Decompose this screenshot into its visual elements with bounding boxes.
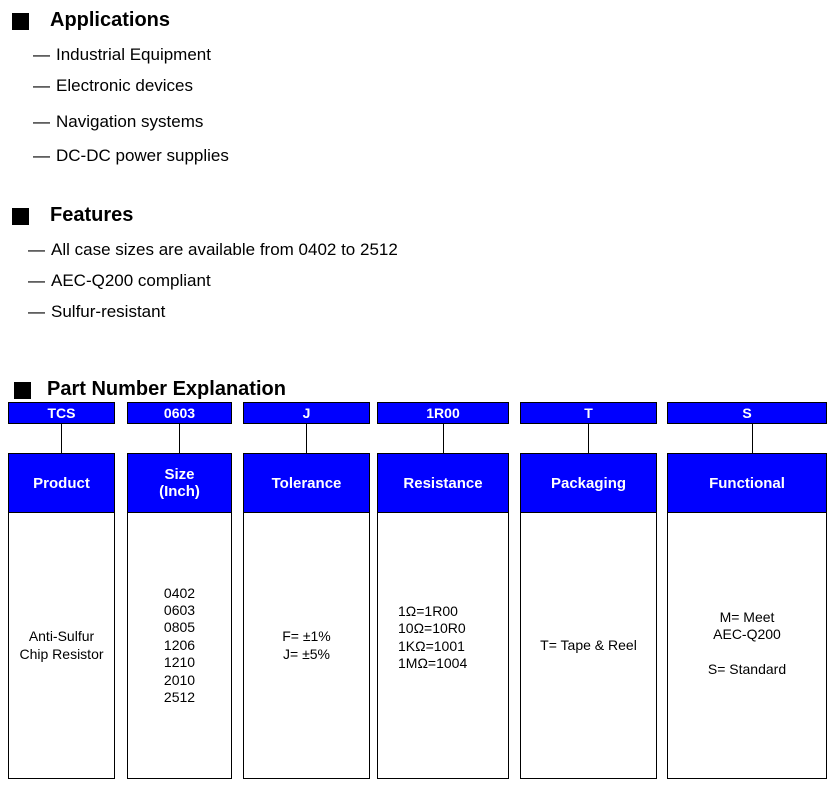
application-item (33, 45, 211, 65)
column-header (521, 454, 656, 513)
application-item-label: Electronic devices (56, 76, 194, 95)
code-box-size: 0603 (127, 402, 232, 424)
dash: — (33, 76, 50, 95)
column-product (8, 453, 115, 779)
feature-item-label: AEC-Q200 compliant (51, 271, 211, 290)
part-number-bullet-icon (14, 382, 31, 399)
column-value: 2512 (163, 689, 196, 706)
column-body (668, 513, 826, 778)
column-header (378, 454, 508, 513)
column-tolerance (243, 453, 370, 779)
dash: — (28, 240, 45, 259)
connector-line (752, 424, 753, 454)
column-value: 1Ω=1R00 (398, 602, 458, 619)
column-resistance (377, 453, 509, 779)
column-title: Packaging (550, 474, 627, 492)
column-value: 10Ω=10R0 (398, 620, 466, 637)
feature-item-label: All case sizes are available from 0402 to 2512 (51, 240, 398, 259)
column-body (521, 513, 656, 778)
part-number-heading: Part Number Explanation (47, 378, 286, 400)
column-title: (Inch) (159, 483, 200, 500)
column-value: S= Standard (707, 660, 787, 677)
application-item (33, 146, 229, 166)
dash: — (33, 45, 50, 64)
code-box-functional: S (667, 402, 827, 424)
applications-heading: Applications (50, 9, 171, 31)
column-value: 1MΩ=1004 (398, 654, 468, 671)
column-value: F= ±1% (282, 628, 331, 645)
column-body (244, 513, 369, 778)
column-title: Product (33, 474, 90, 492)
application-item-label: Navigation systems (56, 112, 204, 131)
application-item (33, 76, 193, 96)
column-value: AEC-Q200 (713, 626, 781, 643)
column-body (128, 513, 231, 778)
column-functional (667, 453, 827, 779)
column-body (9, 513, 114, 778)
feature-item-label: Sulfur-resistant (51, 302, 166, 321)
column-header (244, 454, 369, 513)
dash: — (28, 271, 45, 290)
applications-bullet-icon (12, 13, 29, 30)
feature-item (28, 271, 211, 291)
features-heading: Features (50, 204, 134, 226)
column-header (9, 454, 114, 513)
column-value: 1206 (163, 636, 196, 653)
feature-item (28, 240, 398, 260)
column-value: J= ±5% (283, 645, 330, 662)
dash: — (28, 302, 45, 321)
code-box-packaging: T (520, 402, 657, 424)
column-size (127, 453, 232, 779)
column-value: 1210 (163, 654, 196, 671)
connector-line (306, 424, 307, 454)
column-value: 0805 (163, 619, 196, 636)
column-value: Anti-Sulfur (28, 628, 95, 645)
column-value: M= Meet (719, 608, 775, 625)
application-item (33, 112, 203, 132)
column-title: Tolerance (271, 474, 342, 492)
column-title: Resistance (403, 474, 483, 492)
column-value: Chip Resistor (19, 645, 104, 662)
code-box-tolerance: J (243, 402, 370, 424)
column-header (668, 454, 826, 513)
connector-line (588, 424, 589, 454)
application-item-label: DC-DC power supplies (56, 146, 229, 165)
features-bullet-icon (12, 208, 29, 225)
feature-item (28, 302, 165, 322)
connector-line (61, 424, 62, 454)
column-value: 1KΩ=1001 (398, 637, 465, 654)
column-packaging (520, 453, 657, 779)
dash: — (33, 112, 50, 131)
column-title: Size (164, 466, 195, 483)
column-value: T= Tape & Reel (540, 636, 637, 653)
column-value: 0402 (163, 584, 196, 601)
connector-line (179, 424, 180, 454)
column-value: 2010 (163, 671, 196, 688)
code-box-resistance: 1R00 (377, 402, 509, 424)
code-box-product: TCS (8, 402, 115, 424)
column-title: Functional (709, 474, 785, 492)
connector-line (443, 424, 444, 454)
column-header (128, 454, 231, 513)
column-body (378, 513, 508, 778)
dash: — (33, 146, 50, 165)
column-value: 0603 (163, 601, 196, 618)
application-item-label: Industrial Equipment (56, 45, 211, 64)
